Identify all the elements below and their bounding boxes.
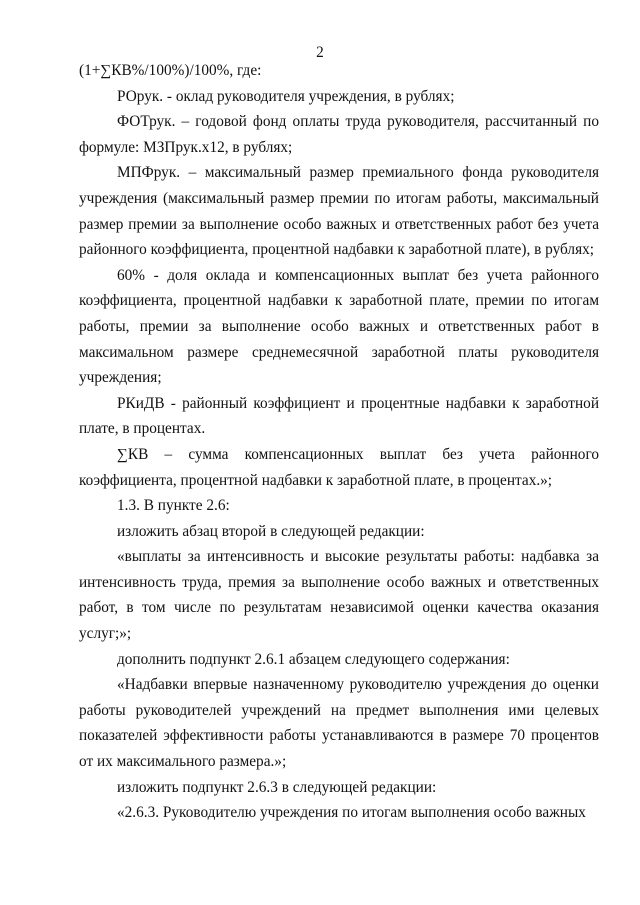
paragraph-rkidv: РКиДВ - районный коэффициент и процентные надбавки к заработной плате, в процентах.	[79, 394, 599, 438]
paragraph-mpf: МПФрук. – максимальный размер премиального фонда руководителя учреждения (максимальный размер премии по итогам работы, максимальный размер премии за выполнение особо важных и ответственных работ без учета районного коэффициента, процентной надбавки к заработной плате), в рублях;	[79, 164, 599, 259]
page-number: 2	[316, 44, 324, 61]
paragraph-edit-instruction-3: изложить подпункт 2.6.3 в следующей редакции:	[117, 778, 437, 796]
paragraph-quoted-2-6-3: «2.6.3. Руководителю учреждения по итогам выполнения особо важных	[117, 804, 586, 822]
paragraph-quoted-payments: «выплаты за интенсивность и высокие результаты работы: надбавка за интенсивность труда, премия за выполнение особо важных и ответственных работ, в том числе по результатам независимой оценки качества оказания услуг;»;	[79, 548, 599, 643]
paragraph-item-1-3: 1.3. В пункте 2.6:	[117, 497, 230, 515]
paragraph-ro: РОрук. - оклад руководителя учреждения, в рублях;	[117, 87, 455, 105]
paragraph-sum-kv: ∑КВ – сумма компенсационных выплат без учета районного коэффициента, процентной надбавки к заработной плате, в процентах.»;	[79, 445, 599, 489]
paragraph-60-percent: 60% - доля оклада и компенсационных выплат без учета районного коэффициента, процентной надбавки к заработной плате, премии по итогам работы, премии за выполнение особо важных и ответственных работ в максимальном размере среднемесячной заработной платы руководителя учреждения;	[79, 266, 599, 387]
document-body	[79, 58, 599, 826]
paragraph-fot: ФОТрук. – годовой фонд оплаты труда руководителя, рассчитанный по формуле: МЗПрук.х12, в рублях;	[79, 113, 599, 156]
paragraph-edit-instruction-1: изложить абзац второй в следующей редакции:	[117, 522, 425, 540]
paragraph-quoted-allowances: «Надбавки впервые назначенному руководителю учреждения до оценки работы руководителей учреждений на предмет выполнения ими целевых показателей эффективности работы устанавливаются в размере 70 процентов от их максимального размера.»;	[79, 676, 599, 771]
paragraph-edit-instruction-2: дополнить подпункт 2.6.1 абзацем следующего содержания:	[117, 650, 510, 668]
formula-continuation: (1+∑КВ%/100%)/100%, где:	[79, 62, 262, 79]
